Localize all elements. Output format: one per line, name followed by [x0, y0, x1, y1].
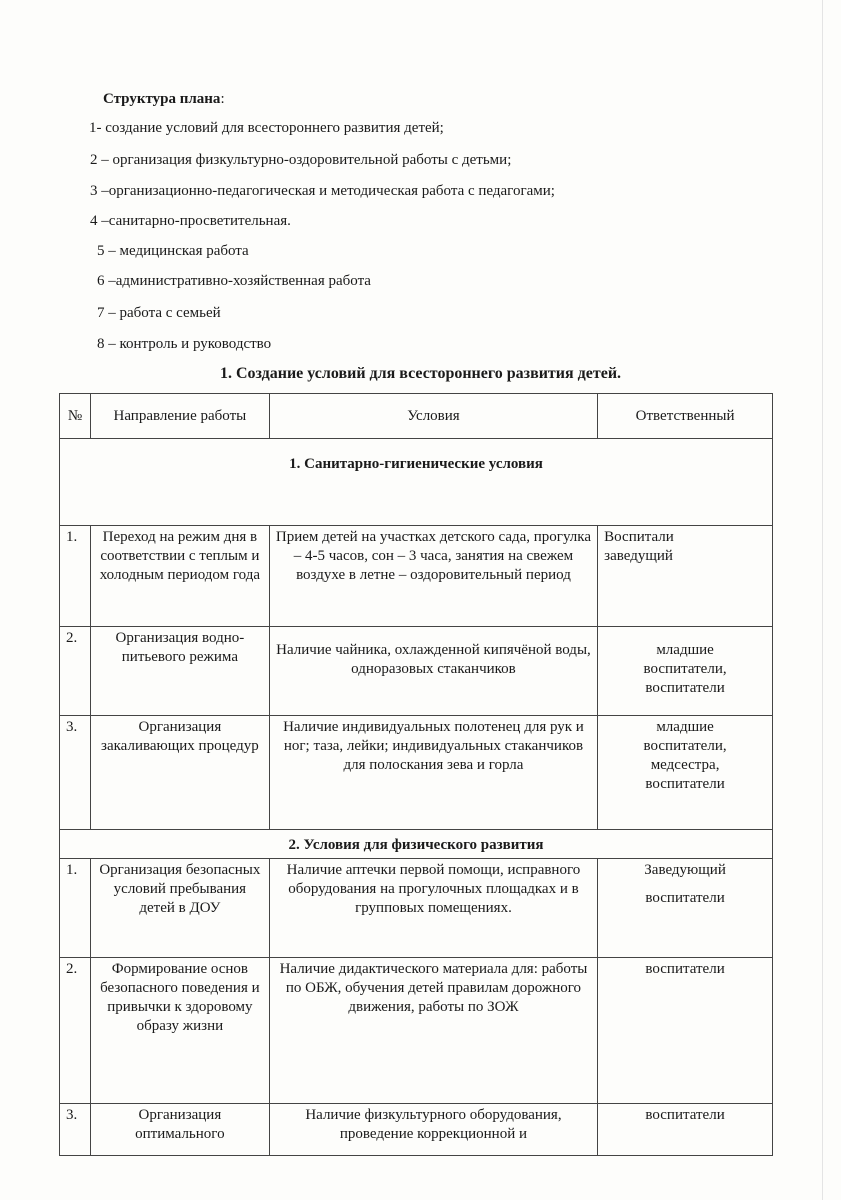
row-conditions: Наличие дидактического материала для: работы по ОБЖ, обучения детей правилам дорожного движения, работы по ЗОЖ	[269, 958, 597, 1104]
section-heading: 1. Создание условий для всестороннего развития детей.	[219, 365, 622, 382]
table-row	[60, 627, 773, 716]
responsible-line: воспитатели	[645, 961, 725, 977]
responsible-line: воспитатели	[645, 1107, 725, 1123]
row-number: 2.	[60, 627, 91, 716]
responsible-line: младшие	[656, 642, 714, 658]
row-responsible	[598, 627, 773, 716]
row-direction: Переход на режим дня в соответствии с теплым и холодным периодом года	[90, 526, 269, 627]
responsible-line: заведущий	[604, 548, 673, 564]
row-conditions: Прием детей на участках детского сада, прогулка – 4-5 часов, сон – 3 часа, занятия на свежем воздухе в летне – оздоровительный период	[269, 526, 597, 627]
plan-item-3: 3 –организационно-педагогическая и методическая работа с педагогами;	[90, 183, 555, 199]
row-number: 3.	[60, 716, 91, 830]
plan-item-8: 8 – контроль и руководство	[97, 336, 272, 352]
header-conditions: Условия	[269, 394, 597, 439]
table-row	[60, 859, 773, 958]
plan-title: Структура плана:	[103, 91, 225, 107]
responsible-line: воспитатели	[645, 890, 725, 906]
table-row	[60, 958, 773, 1104]
responsible-line: младшие	[656, 719, 714, 735]
header-number: №	[60, 394, 91, 439]
plan-item-4: 4 –санитарно-просветительная.	[90, 213, 291, 229]
plan-item-2: 2 – организация физкультурно-оздоровительной работы с детьми;	[90, 152, 512, 168]
responsible-line: воспитатели	[645, 776, 725, 792]
row-responsible	[598, 958, 773, 1104]
conditions-table	[59, 393, 773, 1156]
plan-item-5: 5 – медицинская работа	[97, 243, 249, 259]
row-number: 3.	[60, 1104, 91, 1156]
row-conditions: Наличие чайника, охлажденной кипячёной воды, одноразовых стаканчиков	[269, 627, 597, 716]
header-direction: Направление работы	[90, 394, 269, 439]
row-direction: Организация оптимального	[90, 1104, 269, 1156]
group-title-physical: 2. Условия для физического развития	[60, 830, 773, 859]
responsible-line: воспитатели,	[643, 738, 727, 754]
table-row	[60, 1104, 773, 1156]
responsible-line: воспитатели,	[643, 661, 727, 677]
row-number: 1.	[60, 526, 91, 627]
plan-item-1: 1- создание условий для всестороннего развития детей;	[89, 120, 444, 136]
group-title-row	[60, 830, 773, 859]
row-responsible	[598, 526, 773, 627]
row-direction: Организация водно-питьевого режима	[90, 627, 269, 716]
row-conditions: Наличие индивидуальных полотенец для рук и ног; таза, лейки; индивидуальных стаканчиков для полоскания зева и горла	[269, 716, 597, 830]
plan-item-6: 6 –административно-хозяйственная работа	[97, 273, 371, 289]
responsible-line: медсестра,	[650, 757, 720, 773]
table-row	[60, 526, 773, 627]
table-header-row	[60, 394, 773, 439]
row-direction: Формирование основ безопасного поведения и привычки к здоровому образу жизни	[90, 958, 269, 1104]
responsible-line: воспитатели	[645, 680, 725, 696]
row-conditions: Наличие физкультурного оборудования, проведение коррекционной и	[269, 1104, 597, 1156]
page-edge-line	[822, 0, 823, 1200]
row-direction: Организация закаливающих процедур	[90, 716, 269, 830]
row-responsible	[598, 859, 773, 958]
plan-item-7: 7 – работа с семьей	[97, 305, 221, 321]
group-title-sanitary: 1. Санитарно-гигиенические условия	[60, 439, 773, 526]
row-responsible	[598, 1104, 773, 1156]
group-title-row	[60, 439, 773, 526]
row-conditions: Наличие аптечки первой помощи, исправного оборудования на прогулочных площадках и в групповых помещениях.	[269, 859, 597, 958]
table-row	[60, 716, 773, 830]
responsible-line: Воспитали	[604, 529, 674, 545]
row-number: 1.	[60, 859, 91, 958]
header-responsible: Ответственный	[598, 394, 773, 439]
responsible-line: Заведующий	[644, 862, 726, 878]
row-responsible	[598, 716, 773, 830]
row-number: 2.	[60, 958, 91, 1104]
row-direction: Организация безопасных условий пребывания детей в ДОУ	[90, 859, 269, 958]
